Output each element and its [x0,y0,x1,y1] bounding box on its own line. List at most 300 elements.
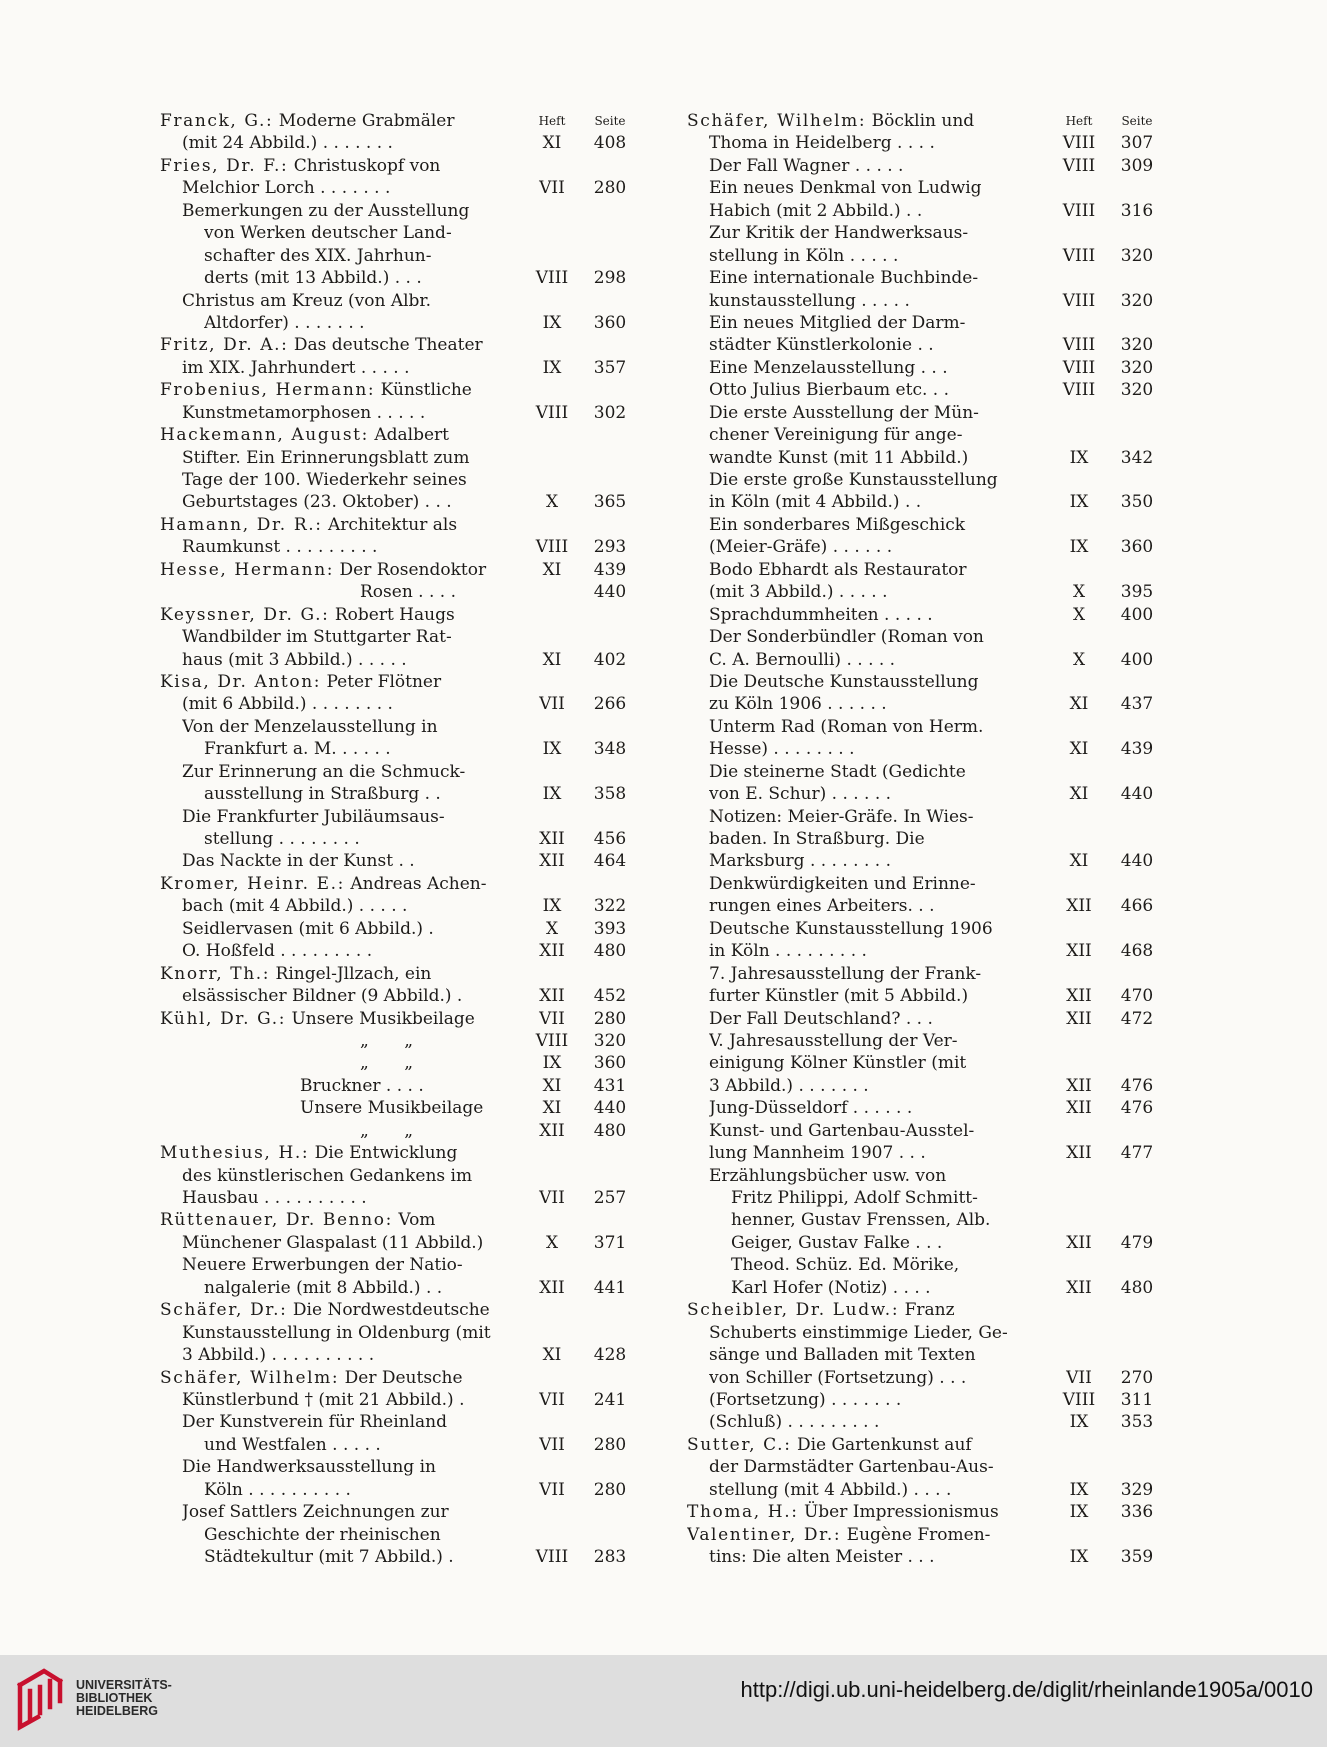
entry-title: Habich (mit 2 Abbild.) . . [709,200,923,221]
heft-number: XII [1066,941,1092,962]
seite-column-header: Seite [1121,114,1153,128]
entry-title: des künstlerischen Gedankens im [182,1165,473,1186]
entry-title: Geiger, Gustav Falke . . . [731,1232,943,1253]
entry-text [182,626,528,648]
entry-title: Hausbau . . . . . . . . . . [182,1188,367,1208]
index-entry-line [160,312,646,334]
entry-text [182,918,528,940]
heft-number: VIII [535,1030,569,1051]
entry-text [182,402,528,424]
heft-number: VIII [1062,200,1096,221]
page-number: 360 [1120,537,1154,558]
entry-title: Robert Haugs [334,604,455,625]
heft-number: X [545,918,559,939]
entry-title: von Werken deutscher Land- [204,223,452,244]
index-entry-line [687,738,1165,760]
entry-title: Köln . . . . . . . . . . [204,1479,351,1500]
entry-title: Jung-Düsseldorf . . . . . . [709,1098,913,1119]
index-entry-line [687,491,1165,513]
index-entry-line [687,1479,1165,1501]
entry-title: 3 Abbild.) . . . . . . . [709,1075,869,1096]
heft-number: VIII [535,1547,569,1567]
heft-number: XI [542,1075,562,1096]
entry-text [709,649,1055,671]
index-entry-line [160,761,646,783]
index-entry-line [687,1389,1165,1411]
author-name: Valentiner, Dr.: [687,1524,842,1545]
entry-title: haus (mit 3 Abbild.) . . . . . [182,649,407,670]
index-entry-line [160,1299,646,1321]
entry-title: Das Nackte in der Kunst . . [182,851,415,872]
index-entry-line [687,649,1165,671]
entry-title: Der Fall Wagner . . . . . [709,155,904,176]
entry-text [709,514,1055,536]
entry-text [182,1456,528,1478]
entry-text [204,1546,528,1568]
page-number: 439 [1120,739,1154,760]
index-entry-line [160,491,646,513]
index-entry-line [160,1097,646,1119]
entry-title: in Köln . . . . . . . . . [709,941,867,962]
heft-number: IX [1069,537,1089,558]
heft-number: VII [539,1434,565,1455]
entry-text [709,1030,1055,1052]
index-entry-line [160,222,646,244]
index-entry-line [687,671,1165,693]
index-entry-line [160,110,646,132]
entry-title: Die Frankfurter Jubiläumsaus- [182,806,445,827]
heft-number: IX [542,1053,562,1074]
heft-number: VIII [1062,155,1096,176]
university-library-logo-icon [14,1667,66,1733]
heft-number: XII [1066,1098,1092,1119]
index-entry-line [687,1367,1165,1389]
index-entry-line [160,1546,646,1568]
heft-number: X [1072,582,1086,603]
index-entry-line [687,895,1165,917]
entry-text [709,1075,1055,1097]
entry-text [709,1479,1055,1501]
entry-title: furter Künstler (mit 5 Abbild.) [709,986,969,1007]
entry-title: Ein neues Denkmal von Ludwig [709,178,982,199]
entry-text [709,1546,1055,1568]
heft-number: XII [1066,1143,1092,1164]
index-entry-line [687,267,1165,289]
entry-text [709,1120,1055,1142]
index-entry-line [160,559,646,581]
index-entry-line [687,1187,1165,1209]
index-entry-line [160,828,646,850]
index-entry-line [160,1052,646,1074]
entry-title: stellung in Köln . . . . . [709,245,899,266]
index-entry-line [687,1008,1165,1030]
page-number: 439 [593,559,627,580]
entry-title: Geburtstages (23. Oktober) . . . [182,492,452,513]
entry-text [709,985,1055,1007]
page-number: 348 [593,739,627,760]
page-number: 470 [1120,986,1154,1007]
page-number: 298 [593,268,627,289]
index-entry-line [687,1411,1165,1433]
index-entry-line [687,873,1165,895]
entry-title: Künstlerbund † (mit 21 Abbild.) . [182,1389,465,1410]
entry-text [709,312,1055,334]
author-name: Fries, Dr. F.: [160,155,289,176]
author-name: Hackemann, August: [160,425,369,446]
entry-title: Ein neues Mitglied der Darm- [709,312,966,333]
entry-text [709,963,1055,985]
author-name: Scheibler, Dr. Ludw.: [687,1300,900,1321]
index-entry-line [687,626,1165,648]
entry-title: Unsere Musikbeilage [300,1098,484,1119]
page-number: 322 [593,896,627,917]
page-number: 311 [1120,1389,1154,1410]
entry-text [160,514,528,536]
heft-number: VII [539,1008,565,1029]
entry-title: Otto Julius Bierbaum etc. . . [709,380,949,401]
entry-text [204,267,528,289]
entry-title: Das deutsche Theater [293,335,483,356]
page-number: 393 [593,918,627,939]
heft-number: VIII [1062,380,1096,401]
entry-text [204,1524,528,1546]
index-entry-line [160,1367,646,1389]
entry-text [709,604,1055,626]
author-name: Frobenius, Hermann: [160,380,376,401]
heft-number: IX [542,896,562,917]
index-entry-line [687,918,1165,940]
entry-title: Der Fall Deutschland? . . . [709,1008,933,1029]
heft-number: VIII [1062,1389,1096,1410]
entry-title: Franz [904,1300,955,1321]
entry-text [182,716,528,738]
heft-number: VIII [535,402,569,423]
entry-title: (Meier-Gräfe) . . . . . . [709,537,893,558]
page-number: 320 [1120,290,1154,311]
entry-title: derts (mit 13 Abbild.) . . . [204,268,422,289]
entry-title: Sprachdummheiten . . . . . [709,604,933,625]
index-entry-line [160,1165,646,1187]
entry-text [709,177,1055,199]
entry-title: zu Köln 1906 . . . . . . [709,694,887,715]
heft-number: XI [542,1098,562,1119]
entry-title: Von der Menzelausstellung in [182,716,438,737]
entry-text [204,738,528,760]
seite-column-header: Seite [594,114,626,128]
heft-number: IX [1069,492,1089,513]
author-name: Hamann, Dr. R.: [160,514,323,535]
author-name: Keyssner, Dr. G.: [160,604,330,625]
entry-text [709,693,1055,715]
entry-text [204,245,528,267]
heft-number: XI [1069,694,1089,715]
entry-text [160,424,528,446]
heft-number: XII [539,941,565,962]
index-entry-line [160,424,646,446]
entry-text [160,671,528,693]
index-entry-line [687,312,1165,334]
entry-text [709,1142,1055,1164]
entry-text [182,1389,528,1411]
entry-text [182,491,528,513]
entry-title: „ „ [360,1120,414,1141]
index-entry-line [687,1501,1165,1523]
heft-number: XII [539,1120,565,1141]
entry-title: stellung (mit 4 Abbild.) . . . . [709,1479,952,1500]
page-number: 358 [593,784,627,805]
entry-text [204,312,528,334]
entry-title: Peter Flötner [326,671,442,692]
entry-title: Bemerkungen zu der Ausstellung [182,200,470,221]
entry-text [160,1209,528,1231]
index-column-right [687,110,1165,1568]
index-entry-line [160,155,646,177]
index-entry-line [160,1434,646,1456]
entry-text [182,1254,528,1276]
author-name: Muthesius, H.: [160,1143,310,1164]
library-name-line3: HEIDELBERG [76,1704,158,1718]
heft-number: XII [539,829,565,849]
index-entry-line [160,716,646,738]
index-entry-line [687,222,1165,244]
entry-title: henner, Gustav Frenssen, Alb. [731,1210,991,1231]
index-entry-line [687,1232,1165,1254]
entry-text [731,1209,1055,1231]
entry-text [160,155,528,177]
entry-title: Notizen: Meier-Gräfe. In Wies- [709,806,974,827]
index-entry-line [687,177,1165,199]
heft-number: VIII [535,268,569,289]
entry-title: rungen eines Arbeiters. . . [709,896,935,917]
index-entry-line [687,514,1165,536]
entry-text [709,716,1055,738]
index-entry-line [160,177,646,199]
entry-text [182,447,528,469]
entry-title: Bodo Ebhardt als Restaurator [709,559,967,580]
entry-text [709,806,1055,828]
index-entry-line [160,581,646,603]
index-entry-line [687,1254,1165,1276]
entry-title: Karl Hofer (Notiz) . . . . [731,1277,931,1298]
index-entry-line [160,1254,646,1276]
author-name: Fritz, Dr. A.: [160,335,289,356]
entry-text [709,761,1055,783]
heft-number: XI [542,559,562,580]
index-entry-line [687,1299,1165,1321]
entry-title: Seidlervasen (mit 6 Abbild.) . [182,918,434,939]
heft-number: VIII [1062,357,1096,378]
entry-title: Ein sonderbares Mißgeschick [709,514,966,535]
page-number: 472 [1120,1008,1154,1029]
index-entry-line [687,693,1165,715]
index-entry-line [687,1546,1165,1568]
index-entry-line [160,1187,646,1209]
author-name: Schäfer, Dr.: [160,1300,288,1321]
entry-text [709,918,1055,940]
heft-number: XII [1066,986,1092,1007]
index-entry-line [687,402,1165,424]
page-number: 320 [1120,357,1154,378]
heft-number: XI [542,649,562,670]
index-entry-line [160,649,646,671]
entry-text [687,1434,1055,1456]
page-number: 293 [593,537,627,558]
page-number: 477 [1120,1143,1154,1164]
permalink-url[interactable]: http://digi.ub.uni-heidelberg.de/diglit/rheinlande1905a/0010 [740,1677,1313,1702]
entry-title: sänge und Balladen mit Texten [709,1345,976,1366]
heft-number: X [545,492,559,513]
heft-number: VIII [1062,335,1096,356]
entry-title: im XIX. Jahrhundert . . . . . [182,357,410,378]
author-name: Franck, G.: [160,111,274,131]
index-entry-line [687,469,1165,491]
index-entry-line [687,828,1165,850]
library-name-line2: BIBLIOTHEK [76,1691,153,1705]
entry-text [709,491,1055,513]
entry-text [204,222,528,244]
entry-title: wandte Kunst (mit 11 Abbild.) [709,447,969,468]
index-entry-line [160,1209,646,1231]
heft-number: XII [539,1277,565,1298]
index-entry-line [687,783,1165,805]
index-entry-line [687,357,1165,379]
entry-text [709,1344,1055,1366]
index-entry-line [160,873,646,895]
index-entry-line [687,716,1165,738]
index-entry-line [687,850,1165,872]
entry-text [709,581,1055,603]
entry-text [709,222,1055,244]
index-entry-line [687,1120,1165,1142]
entry-title: der Darmstädter Gartenbau-Aus- [709,1457,994,1478]
page-number: 400 [1120,604,1154,625]
heft-number: X [545,1232,559,1253]
page-number: 307 [1120,133,1154,154]
author-name: Kühl, Dr. G.: [160,1008,287,1029]
entry-text [160,110,528,132]
entry-title: (mit 3 Abbild.) . . . . . [709,582,888,603]
entry-title: Josef Sattlers Zeichnungen zur [182,1502,449,1523]
entry-text [709,671,1055,693]
entry-text [182,132,528,154]
entry-text [709,1008,1055,1030]
entry-text [204,783,528,805]
entry-title: tins: Die alten Meister . . . [709,1547,935,1567]
index-entry-line [160,1524,646,1546]
author-name: Schäfer, Wilhelm: [687,111,867,131]
entry-title: einigung Kölner Künstler (mit [709,1053,967,1074]
entry-text [709,1411,1055,1433]
heft-number: XII [539,986,565,1007]
page-number: 360 [593,312,627,333]
entry-title: (mit 6 Abbild.) . . . . . . . . [182,694,393,715]
page-number: 431 [593,1075,627,1096]
entry-title: Neuere Erwerbungen der Natio- [182,1255,463,1276]
heft-number: XI [542,1345,562,1366]
index-entry-line [160,200,646,222]
heft-number: XII [1066,1232,1092,1253]
heft-column-header: Heft [1065,114,1093,128]
entry-text [182,1322,528,1344]
page-number: 400 [1120,649,1154,670]
page-number: 440 [593,582,627,603]
page-number: 342 [1120,447,1154,468]
heft-number: IX [542,739,562,760]
entry-title: Der Deutsche [344,1367,463,1388]
entry-title: ausstellung in Straßburg . . [204,784,441,805]
entry-title: Tage der 100. Wiederkehr seines [182,470,467,490]
author-name: Thoma, H.: [687,1502,799,1523]
index-entry-line [687,200,1165,222]
index-entry-line [160,1344,646,1366]
entry-text [709,1456,1055,1478]
heft-number: X [1072,604,1086,625]
page-number: 320 [1120,335,1154,356]
entry-text [182,1411,528,1433]
page-number: 402 [593,649,627,670]
entry-title: Städtekultur (mit 7 Abbild.) . [204,1547,454,1567]
entry-text [204,1434,528,1456]
index-entry-line [687,1097,1165,1119]
index-entry-line [687,290,1165,312]
author-name: Kisa, Dr. Anton: [160,671,322,692]
index-entry-line [160,626,646,648]
entry-text [160,873,528,895]
entry-text [731,1254,1055,1276]
index-entry-line [687,559,1165,581]
entry-text [182,940,528,962]
page-number: 476 [1120,1098,1154,1119]
index-entry-line [160,693,646,715]
entry-title: Andreas Achen- [350,873,487,894]
entry-text [182,177,528,199]
heft-number: VII [539,1479,565,1500]
author-name: Rüttenauer, Dr. Benno: [160,1210,393,1231]
entry-text [709,334,1055,356]
entry-title: „ „ [360,1030,414,1051]
index-entry-line [160,1277,646,1299]
entry-title: Erzählungsbücher usw. von [709,1165,947,1186]
entry-title: Münchener Glaspalast (11 Abbild.) [182,1232,484,1253]
entry-text [182,200,528,222]
page-number: 365 [593,492,627,513]
index-entry-line [687,424,1165,446]
entry-title: Über Impressionismus [803,1502,999,1523]
entry-text [709,379,1055,401]
page-number: 480 [1120,1277,1154,1298]
page-number: 476 [1120,1075,1154,1096]
page-number: 280 [593,1479,627,1500]
entry-text [709,447,1055,469]
index-entry-line [160,1479,646,1501]
entry-title: Eine internationale Buchbinde- [709,268,979,289]
entry-text [204,828,528,850]
index-entry-line [687,581,1165,603]
heft-number: IX [542,357,562,378]
index-entry-line [687,1052,1165,1074]
index-entry-line [160,985,646,1007]
page-number: 440 [1120,851,1154,872]
heft-number: XII [1066,1277,1092,1298]
page-number: 270 [1120,1367,1154,1388]
entry-title: Vom [398,1210,436,1231]
index-entry-line [687,985,1165,1007]
index-entry-line [160,963,646,985]
entry-text [182,357,528,379]
entry-text [709,469,1055,491]
page-number: 280 [593,1008,627,1029]
entry-text [182,761,528,783]
